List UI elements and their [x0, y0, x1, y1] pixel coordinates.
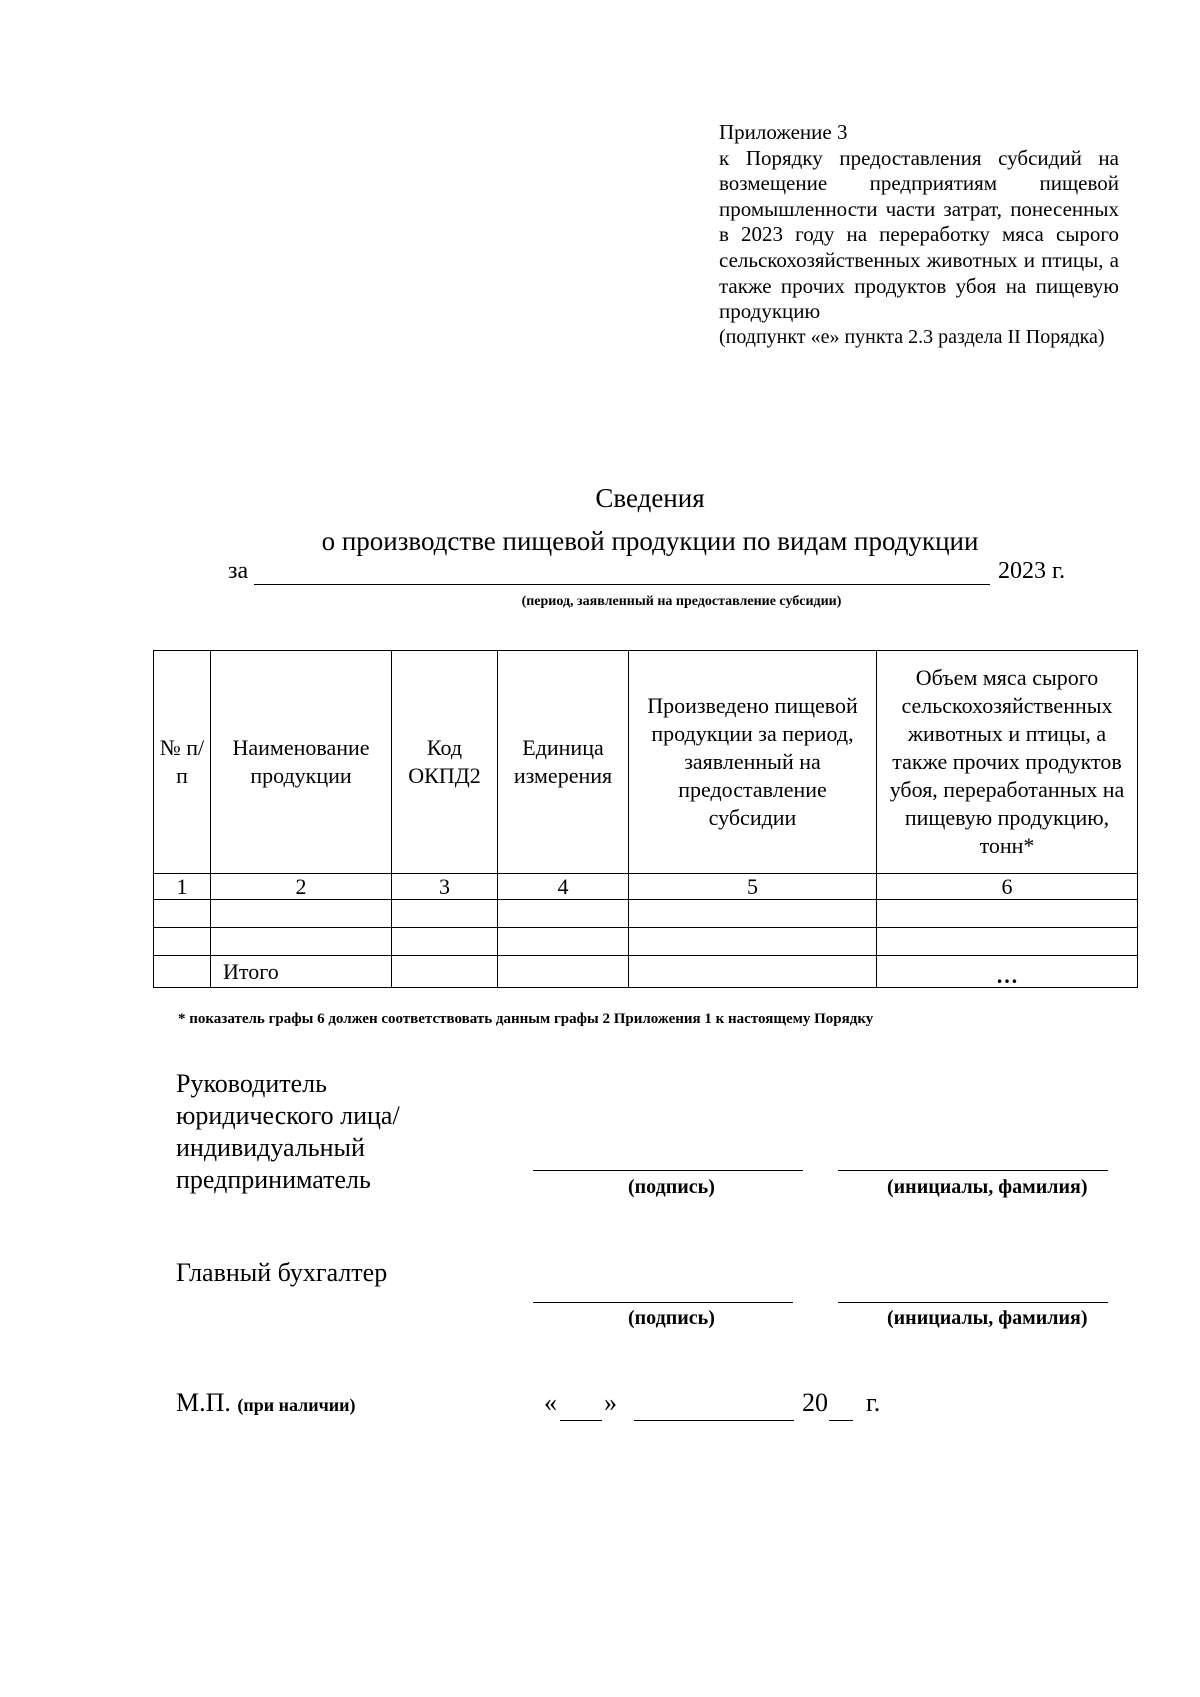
header-okpd2-code: Код ОКПД2: [392, 651, 498, 874]
head-name-line[interactable]: [838, 1170, 1108, 1171]
table-cell[interactable]: [629, 900, 877, 928]
period-year: 2023 г.: [998, 558, 1066, 584]
column-number: 4: [498, 874, 629, 900]
date-year-prefix: 20: [802, 1388, 828, 1417]
table-cell: [392, 956, 498, 988]
column-number: 1: [154, 874, 211, 900]
total-value[interactable]: …: [877, 956, 1138, 988]
column-number: 6: [877, 874, 1138, 900]
date-close-quote: »: [604, 1388, 617, 1417]
header-number: № п/п: [154, 651, 211, 874]
table-cell[interactable]: [154, 928, 211, 956]
table-cell[interactable]: [392, 928, 498, 956]
total-row: [154, 956, 1138, 988]
header-meat-volume: Объем мяса сырого сельскохозяйственных животных и птицы, а также прочих продуктов убоя, переработанных на пищевую продукцию, тонн*: [877, 651, 1138, 874]
column-number-row: [154, 874, 1138, 900]
table-cell[interactable]: [211, 900, 392, 928]
table-cell[interactable]: [877, 928, 1138, 956]
header-product-name: Наименование продукции: [211, 651, 392, 874]
column-number: 2: [211, 874, 392, 900]
date-open-quote: «: [544, 1388, 557, 1417]
head-signature-caption: (подпись): [628, 1176, 715, 1198]
period-prefix: за: [228, 558, 249, 584]
production-table: [153, 650, 1138, 988]
accountant-role-label: Главный бухгалтер: [176, 1258, 388, 1287]
table-cell: [498, 956, 629, 988]
table-header-row: [154, 651, 1138, 874]
head-role-label: Руководитель юридического лица/ индивидуальный предприниматель: [176, 1069, 400, 1194]
period-note: (период, заявленный на предоставление субсидии): [521, 594, 842, 609]
table-cell[interactable]: [877, 900, 1138, 928]
accountant-signature-caption: (подпись): [628, 1307, 715, 1329]
accountant-signature-line[interactable]: [533, 1302, 793, 1303]
footnote: * показатель графы 6 должен соответствовать данным графы 2 Приложения 1 к настоящему Порядку: [178, 1011, 874, 1027]
accountant-name-line[interactable]: [838, 1302, 1108, 1303]
appendix-number: Приложение 3: [719, 120, 848, 144]
appendix-subpoint: (подпункт «е» пункта 2.3 раздела II Порядка): [719, 325, 1105, 348]
table-row: [154, 900, 1138, 928]
stamp-note: (при наличии): [237, 1395, 356, 1415]
appendix-block: [719, 120, 1119, 350]
period-input-line[interactable]: [254, 584, 990, 585]
total-label: Итого: [211, 956, 392, 988]
date-year-suffix: г.: [866, 1388, 881, 1417]
header-produced: Произведено пищевой продукции за период, заявленный на предоставление субсидии: [629, 651, 877, 874]
head-signature-line[interactable]: [533, 1170, 803, 1171]
appendix-text: к Порядку предоставления субсидий на возмещение предприятиям пищевой промышленности части затрат, понесенных в 2023 году на переработку мяса сырого сельскохозяйственных животных и птицы, а также прочих продуктов убоя на пищевую продукцию: [719, 145, 1119, 324]
document-title: Сведения: [595, 483, 705, 513]
table-cell[interactable]: [211, 928, 392, 956]
table-cell[interactable]: [629, 928, 877, 956]
document-subtitle: о производстве пищевой продукции по видам продукции: [321, 526, 979, 556]
table-cell[interactable]: [154, 900, 211, 928]
column-number: 3: [392, 874, 498, 900]
stamp-label: М.П.: [176, 1388, 231, 1417]
table-cell[interactable]: [392, 900, 498, 928]
date-year-line[interactable]: [829, 1420, 853, 1421]
date-month-line[interactable]: [634, 1420, 794, 1421]
accountant-name-caption: (инициалы, фамилия): [887, 1307, 1088, 1329]
header-unit: Единица измерения: [498, 651, 629, 874]
table-cell: [629, 956, 877, 988]
date-day-line[interactable]: [560, 1420, 602, 1421]
table-cell[interactable]: [498, 900, 629, 928]
table-row: [154, 928, 1138, 956]
table-cell[interactable]: [498, 928, 629, 956]
column-number: 5: [629, 874, 877, 900]
stamp-place: [176, 1388, 356, 1418]
table-cell: [154, 956, 211, 988]
head-name-caption: (инициалы, фамилия): [887, 1176, 1088, 1198]
